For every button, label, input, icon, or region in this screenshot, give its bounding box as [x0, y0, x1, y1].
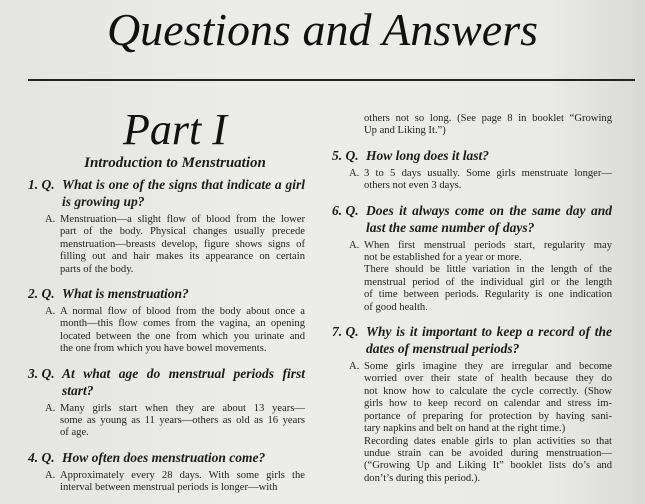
right-column	[332, 113, 612, 485]
title-rule	[28, 79, 635, 81]
qa-item	[332, 147, 612, 193]
question-line: How often does menstruation come?	[62, 449, 266, 465]
question-number: 2. Q.	[28, 286, 55, 302]
answer-line: Up and Liking It.”)	[364, 125, 446, 137]
answer-line: the one from which you have bowel movements.	[60, 343, 267, 355]
question-text	[366, 202, 612, 236]
continued-answer	[332, 113, 612, 138]
answer-line: tary napkins and belt on hand at the right time.)	[364, 423, 566, 435]
answer-line: worried over their state of health because they do	[364, 373, 612, 385]
question-text	[366, 147, 612, 164]
question-line: Does it always come on the same day and	[366, 202, 612, 218]
question-line: is growing up?	[62, 194, 145, 209]
answer-label: A.	[45, 306, 56, 318]
answer-label: A.	[349, 239, 360, 251]
answer-line: of age.	[60, 427, 89, 439]
answer	[349, 239, 612, 314]
answer-line: parts of the body.	[60, 263, 134, 275]
question-number: 1. Q.	[28, 177, 55, 192]
answer-line: There should be little variation in the length of the	[364, 264, 612, 276]
question-number: 4. Q.	[28, 449, 55, 465]
part-heading: Part I	[123, 105, 227, 154]
question-7	[332, 323, 612, 357]
question-line: start?	[62, 382, 94, 398]
question-3	[28, 365, 305, 399]
answer-line: others not even 3 days.	[364, 180, 462, 192]
qa-item	[332, 323, 612, 485]
question-line: What is menstruation?	[62, 286, 189, 302]
answer-line: some as young as 11 years—others as old as 16 years	[60, 415, 305, 427]
answer-line: (“Growing Up and Liking It” booklet lists do’s and	[364, 460, 612, 472]
answer-line: girls how to keep record on calendar and stress im-	[364, 398, 612, 410]
answer-line: of time between periods. Regularity is one indication	[364, 289, 612, 301]
question-text	[62, 285, 305, 302]
question-text	[366, 323, 612, 357]
question-5	[332, 147, 612, 164]
answer-label: A.	[45, 214, 56, 225]
page-title: Questions and Answers	[106, 4, 539, 55]
answer	[45, 402, 305, 440]
answer-line: located between the one from which you urinate and	[60, 330, 305, 342]
qa-item	[28, 365, 305, 440]
answer-label: A.	[45, 402, 56, 414]
answer-line: portance of preparing for protection by having sani-	[364, 410, 612, 422]
section-heading: Introduction to Menstruation	[84, 155, 266, 171]
answer-line: interval between menstrual periods is longer—with	[60, 482, 278, 494]
answer	[45, 469, 305, 495]
answer-line: Approximately every 28 days. With some girls the	[60, 469, 305, 481]
answer-label: A.	[349, 361, 360, 373]
answer	[364, 113, 612, 138]
answer-line: not be established for a year or more.	[364, 252, 522, 264]
question-4	[28, 449, 305, 466]
qa-item	[28, 449, 305, 495]
answer-line: part of the body. Physical changes usually precede	[60, 226, 305, 238]
question-6	[332, 202, 612, 236]
question-line: dates of menstrual periods?	[366, 341, 520, 357]
question-2	[28, 285, 305, 302]
answer-line: don’t’s during this period.).	[364, 472, 481, 484]
qa-item	[28, 176, 305, 276]
question-line: Why is it important to keep a record of the	[366, 324, 612, 340]
question-number: 5. Q.	[332, 147, 359, 163]
answer-line: of good health.	[364, 301, 428, 313]
answer-line: When first menstrual periods start, regularity may	[364, 239, 612, 251]
question-line: What is one of the signs that indicate a girl	[62, 177, 305, 192]
question-text	[62, 449, 305, 466]
answer-line: menstrual period of the individual girl or the length	[364, 276, 612, 288]
answer-label: A.	[45, 469, 56, 481]
answer-line: month—this flow comes from the vagina, an opening	[60, 318, 305, 330]
answer	[45, 214, 305, 276]
answer-line: Recording dates enable girls to plan activities so that	[364, 435, 612, 447]
answer-line: 3 to 5 days usually. Some girls menstruate longer—	[364, 167, 612, 179]
answer-line: undue strain can be avoided during menstruation—	[364, 447, 612, 459]
qa-item	[28, 285, 305, 356]
question-line: How long does it last?	[366, 147, 490, 163]
question-number: 3. Q.	[28, 365, 55, 381]
question-text	[62, 365, 305, 399]
answer	[349, 167, 612, 193]
answer-line: others not so long. (See page 8 in booklet “Growing	[364, 113, 612, 124]
answer-line: A normal flow of blood from the body about once a	[60, 306, 305, 318]
answer	[45, 306, 305, 356]
question-1	[28, 176, 305, 210]
answer-label: A.	[349, 167, 360, 179]
question-number: 7. Q.	[332, 324, 359, 340]
answer-line: not know how to calculate the cycle correctly. (Show	[364, 385, 612, 397]
answer-line: menstruation—breasts develop, figure shows signs of	[60, 238, 305, 250]
question-number: 6. Q.	[332, 202, 359, 218]
answer-line: filling out and hair makes its appearance on certain	[60, 251, 305, 263]
answer	[349, 361, 612, 485]
question-line: At what age do menstrual periods first	[62, 365, 305, 381]
question-text	[62, 176, 305, 210]
answer-line: Many girls start when they are about 13 years—	[60, 402, 305, 414]
answer-line: Some girls imagine they are irregular and become	[364, 361, 612, 373]
qa-item	[332, 202, 612, 314]
question-line: last the same number of days?	[366, 219, 535, 235]
answer-line: Menstruation—a slight flow of blood from the lower	[60, 214, 305, 225]
left-column	[28, 176, 305, 495]
